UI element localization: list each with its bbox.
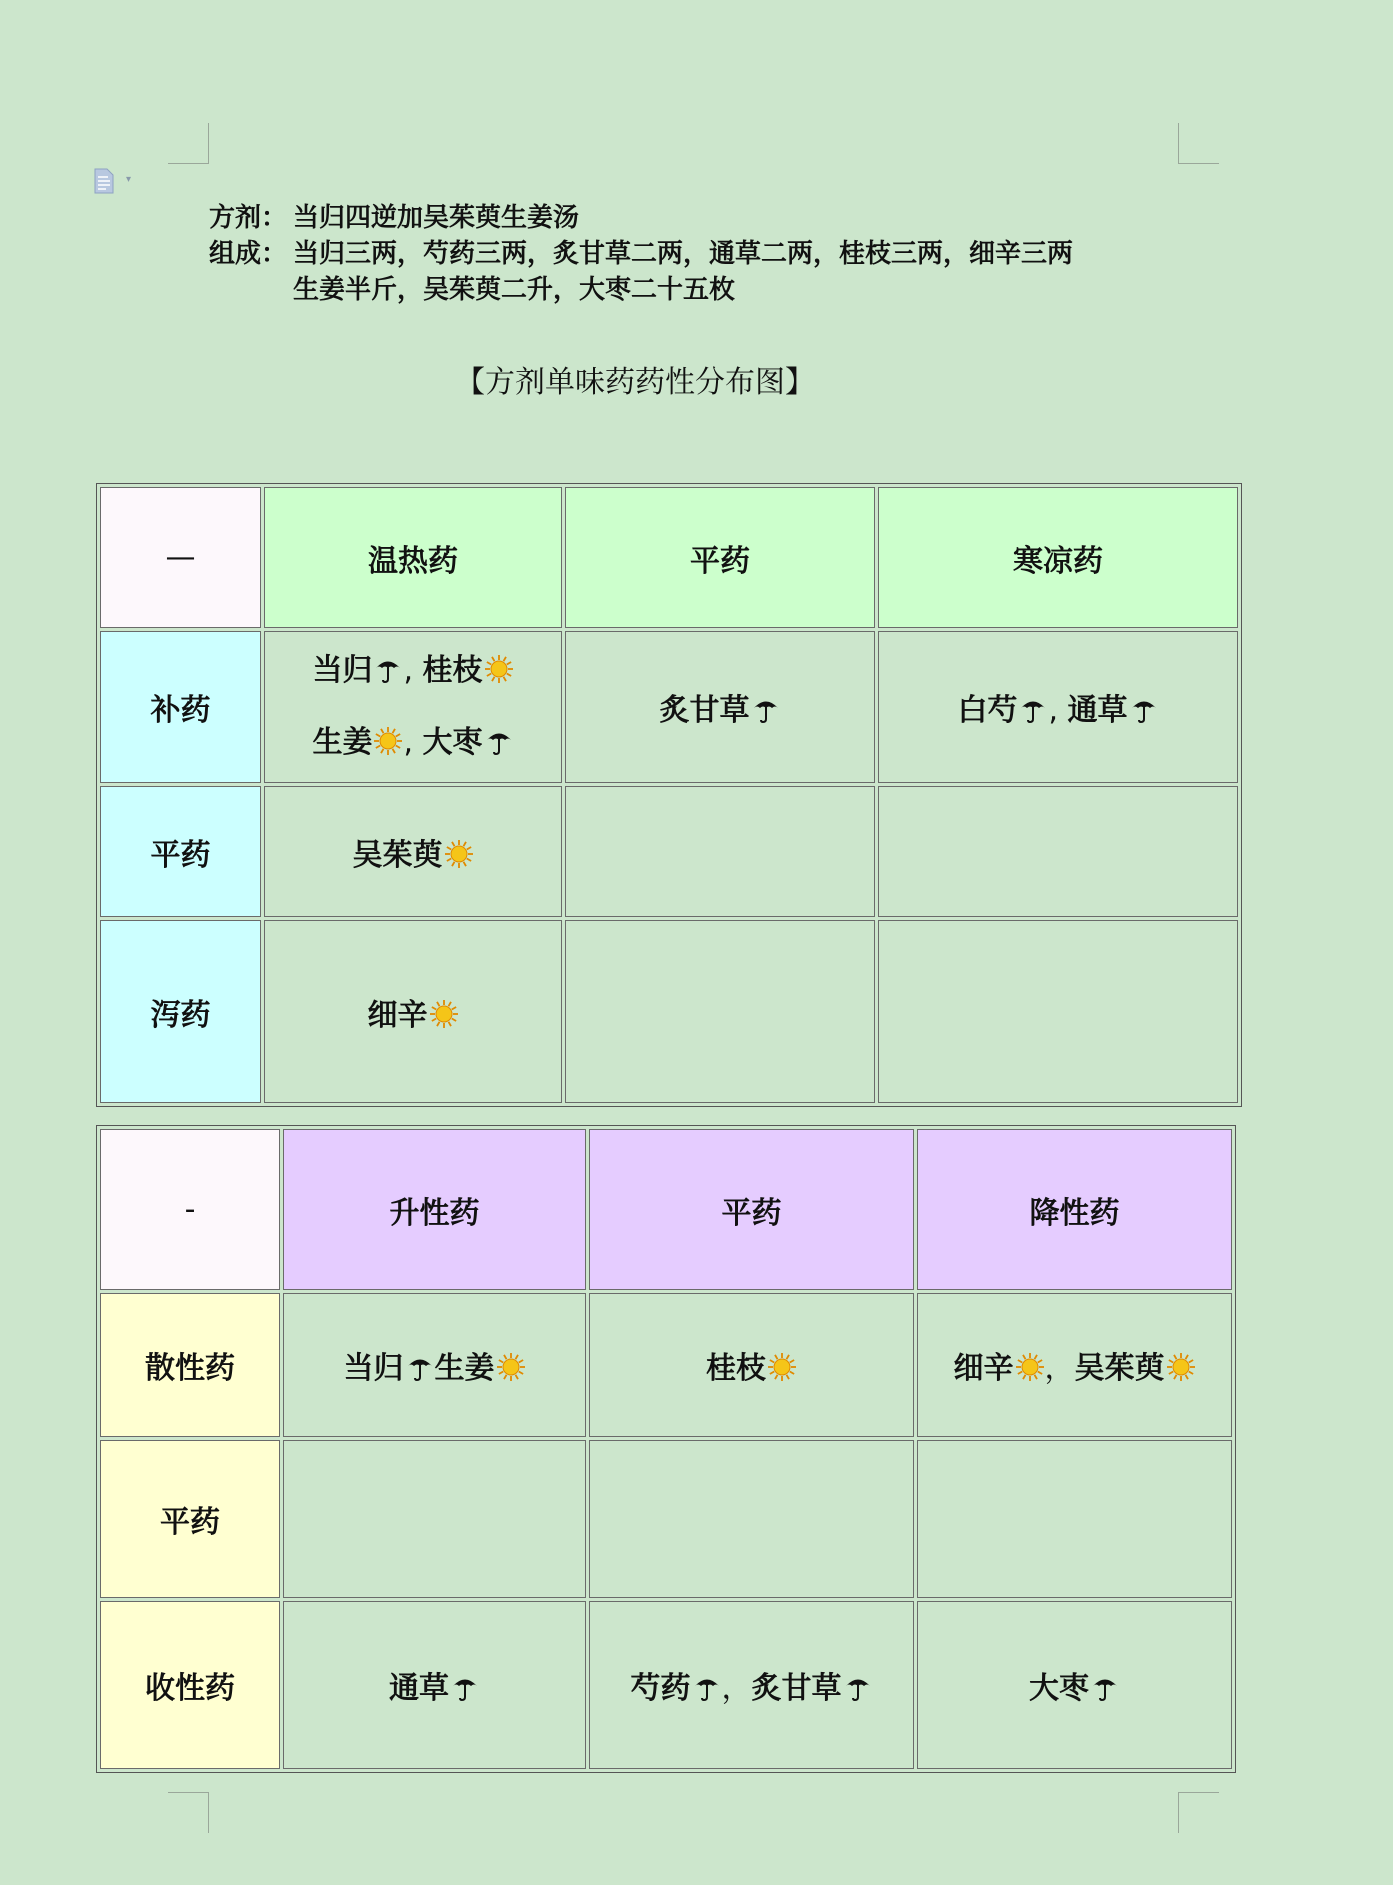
umbrella-icon <box>484 726 514 756</box>
herb-name: 细辛 <box>367 997 428 1033</box>
page-corner-mark-top-left <box>168 123 209 164</box>
herb-separator: ， <box>721 1671 752 1706</box>
column-header-cold-cool: 寒凉药 <box>878 487 1238 628</box>
umbrella-icon <box>1018 694 1048 724</box>
table-cell <box>283 1601 586 1769</box>
herb-separator: , <box>403 725 423 760</box>
table-cell <box>565 786 875 917</box>
herb-separator: ， <box>1044 1351 1075 1386</box>
umbrella-icon <box>405 1352 435 1382</box>
umbrella-icon <box>751 694 781 724</box>
sun-icon <box>767 1352 797 1382</box>
herb-name: 生姜 <box>434 1351 495 1386</box>
umbrella-icon <box>1090 1672 1120 1702</box>
herb-name: 生姜 <box>312 725 373 760</box>
herb-name: 细辛 <box>953 1351 1014 1386</box>
herb-name: 桂枝 <box>706 1351 766 1386</box>
table-cell <box>565 920 875 1103</box>
chart-title: 【方剂单味药药性分布图】 <box>455 365 815 400</box>
chevron-down-icon[interactable]: ▾ <box>126 174 132 185</box>
herb-name: 炙甘草 <box>659 693 750 728</box>
umbrella-icon <box>843 1672 873 1702</box>
herb-item <box>312 707 403 779</box>
herb-item <box>435 1343 526 1387</box>
table-cell <box>878 786 1238 917</box>
herb-item <box>954 1343 1045 1387</box>
herb-name: 当归 <box>343 1351 404 1386</box>
herb-name: 大枣 <box>1029 1671 1089 1706</box>
table-cell <box>264 631 562 783</box>
page-corner-mark-bottom-left <box>168 1792 209 1833</box>
herb-item <box>312 635 403 707</box>
herb-name: 大枣 <box>422 725 483 760</box>
prescription-name-label: 方剂： <box>209 203 288 233</box>
sun-icon <box>429 999 459 1029</box>
page-corner-mark-top-right <box>1178 123 1219 164</box>
row-header-astringing: 收性药 <box>100 1601 280 1769</box>
herb-item <box>752 1663 873 1707</box>
row-header-tonic: 补药 <box>100 631 261 783</box>
table-cell <box>589 1601 914 1769</box>
herb-name: 炙甘草 <box>751 1671 842 1706</box>
sun-icon <box>444 839 474 869</box>
table-cell <box>917 1440 1232 1598</box>
herb-item <box>1068 685 1159 729</box>
herb-item <box>344 1343 435 1387</box>
table-corner-cell: - <box>100 1129 280 1290</box>
table-cell <box>917 1601 1232 1769</box>
column-header-neutral: 平药 <box>565 487 875 628</box>
umbrella-icon <box>692 1672 722 1702</box>
prescription-name: 当归四逆加吴茱萸生姜汤 <box>293 203 580 233</box>
sun-icon <box>484 654 514 684</box>
herb-separator: , <box>403 653 423 688</box>
herb-item <box>353 830 474 874</box>
herb-item <box>957 685 1048 729</box>
table-cell <box>264 786 562 917</box>
prescription-info <box>209 200 1073 308</box>
herb-item <box>423 635 514 707</box>
herb-item <box>1029 1663 1120 1707</box>
umbrella-icon <box>373 654 403 684</box>
herb-item <box>631 1663 722 1707</box>
column-header-ascending: 升性药 <box>283 1129 586 1290</box>
direction-table <box>96 1125 1236 1773</box>
table-cell <box>589 1293 914 1437</box>
nature-table <box>96 483 1242 1107</box>
herb-item <box>1075 1343 1196 1387</box>
document-icon[interactable] <box>92 168 116 194</box>
sun-icon <box>1166 1352 1196 1382</box>
table-cell <box>283 1293 586 1437</box>
column-header-warm-hot: 温热药 <box>264 487 562 628</box>
page-corner-mark-bottom-right <box>1178 1792 1219 1833</box>
row-header-neutral: 平药 <box>100 1440 280 1598</box>
composition-line-2: 生姜半斤，吴茱萸二升，大枣二十五枚 <box>293 275 736 305</box>
column-header-descending: 降性药 <box>917 1129 1232 1290</box>
table-cell <box>878 920 1238 1103</box>
row-header-dispersing: 散性药 <box>100 1293 280 1437</box>
umbrella-icon <box>450 1672 480 1702</box>
table-cell <box>917 1293 1232 1437</box>
row-header-neutral: 平药 <box>100 786 261 917</box>
table-corner-cell: — <box>100 487 261 628</box>
table-cell <box>283 1440 586 1598</box>
sun-icon <box>496 1352 526 1382</box>
herb-item <box>368 990 459 1034</box>
herb-name: 吴茱萸 <box>1074 1351 1165 1386</box>
herb-item <box>706 1343 797 1387</box>
table-cell <box>264 920 562 1103</box>
herb-name: 桂枝 <box>422 653 483 688</box>
herb-name: 吴茱萸 <box>352 837 443 873</box>
table-cell <box>878 631 1238 783</box>
table-cell <box>589 1440 914 1598</box>
herb-item <box>389 1663 480 1707</box>
herb-separator: , <box>1048 693 1068 728</box>
herb-item <box>423 707 514 779</box>
herb-name: 通草 <box>1067 693 1128 728</box>
row-header-purge: 泻药 <box>100 920 261 1103</box>
herb-name: 当归 <box>312 653 373 688</box>
composition-line-1: 当归三两，芍药三两，炙甘草二两，通草二两，桂枝三两，细辛三两 <box>293 239 1074 269</box>
herb-name: 通草 <box>389 1671 449 1706</box>
table-cell <box>565 631 875 783</box>
sun-icon <box>1015 1352 1045 1382</box>
composition-label: 组成： <box>209 239 288 269</box>
sun-icon <box>373 726 403 756</box>
herb-item <box>660 685 781 729</box>
herb-name: 白芍 <box>957 693 1018 728</box>
umbrella-icon <box>1129 694 1159 724</box>
herb-name: 芍药 <box>630 1671 691 1706</box>
column-header-neutral: 平药 <box>589 1129 914 1290</box>
